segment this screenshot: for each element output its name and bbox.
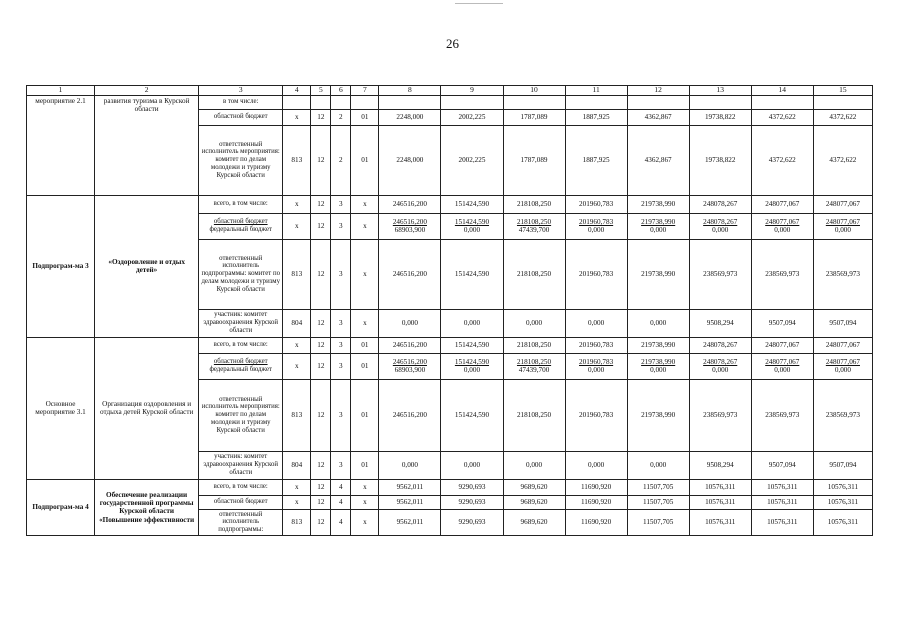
table-row bbox=[27, 195, 873, 213]
value-cell-bottom: 0,000 bbox=[834, 226, 851, 235]
value-cell bbox=[751, 213, 813, 239]
code-cell: 4 bbox=[331, 495, 351, 509]
source-cell-top: областной бюджет bbox=[213, 218, 268, 226]
value-cell: 1887,925 bbox=[565, 125, 627, 195]
source-cell: участник: комитет здравоохранения Курской области bbox=[199, 309, 283, 337]
value-cell: 1787,089 bbox=[503, 125, 565, 195]
code-cell: 01 bbox=[351, 337, 379, 353]
value-cell: 1887,925 bbox=[565, 109, 627, 125]
value-cell-top: 246516,200 bbox=[392, 357, 427, 366]
value-cell: 9507,094 bbox=[813, 451, 872, 479]
value-cell: 9508,294 bbox=[689, 451, 751, 479]
value-cell bbox=[503, 95, 565, 109]
value-cell-bottom: 0,000 bbox=[463, 366, 481, 375]
source-cell: всего, в том числе: bbox=[199, 337, 283, 353]
value-cell: 9290,693 bbox=[441, 509, 503, 535]
source-cell: ответственный исполнитель мероприятия: комитет по делам молодежи и туризму Курской области bbox=[199, 379, 283, 451]
code-cell: 804 bbox=[283, 309, 311, 337]
code-cell: 4 bbox=[331, 509, 351, 535]
value-cell: 4372,622 bbox=[751, 109, 813, 125]
code-cell: 01 bbox=[351, 125, 379, 195]
value-cell bbox=[627, 353, 689, 379]
value-cell: 9507,094 bbox=[751, 451, 813, 479]
code-cell: 12 bbox=[311, 451, 331, 479]
table-row bbox=[27, 95, 873, 109]
value-cell: 246516,200 bbox=[379, 379, 441, 451]
value-cell: 219738,990 bbox=[627, 379, 689, 451]
value-cell bbox=[379, 95, 441, 109]
code-cell: 12 bbox=[311, 509, 331, 535]
code-cell: 12 bbox=[311, 213, 331, 239]
value-cell: 11507,705 bbox=[627, 509, 689, 535]
value-cell: 0,000 bbox=[565, 309, 627, 337]
code-cell: х bbox=[283, 479, 311, 495]
value-cell: 4372,622 bbox=[751, 125, 813, 195]
value-cell: 9689,620 bbox=[503, 479, 565, 495]
value-cell bbox=[813, 95, 872, 109]
header-cell: 14 bbox=[751, 86, 813, 96]
value-cell-bottom: 0,000 bbox=[774, 366, 791, 375]
value-cell: 9507,094 bbox=[813, 309, 872, 337]
value-cell: 151424,590 bbox=[441, 239, 503, 309]
value-cell-top: 218108,250 bbox=[516, 357, 552, 366]
code-cell: х bbox=[351, 213, 379, 239]
code-cell: 12 bbox=[311, 495, 331, 509]
header-cell: 4 bbox=[283, 86, 311, 96]
value-cell: 10576,311 bbox=[689, 509, 751, 535]
code-cell: 3 bbox=[331, 309, 351, 337]
code-cell: 01 bbox=[351, 451, 379, 479]
value-cell: 11690,920 bbox=[565, 495, 627, 509]
code-cell: х bbox=[351, 195, 379, 213]
value-cell: 248077,067 bbox=[751, 195, 813, 213]
code-cell: 01 bbox=[351, 353, 379, 379]
value-cell bbox=[565, 353, 627, 379]
value-cell bbox=[441, 353, 503, 379]
value-cell: 219738,990 bbox=[627, 195, 689, 213]
value-cell: 10576,311 bbox=[751, 495, 813, 509]
program-cell: Подпрограм-ма 4 bbox=[27, 479, 95, 535]
value-cell: 0,000 bbox=[627, 309, 689, 337]
value-cell-bottom: 68903,900 bbox=[394, 366, 426, 375]
source-cell bbox=[199, 353, 283, 379]
title-cell: Обеспечение реализации государственной программы Курской области «Повышение эффективности bbox=[95, 479, 199, 535]
value-cell-bottom: 0,000 bbox=[463, 226, 481, 235]
source-cell-top: областной бюджет bbox=[213, 358, 268, 366]
code-cell: х bbox=[351, 495, 379, 509]
value-cell: 201960,783 bbox=[565, 337, 627, 353]
code-cell: х bbox=[351, 239, 379, 309]
value-cell-top: 248077,067 bbox=[825, 357, 860, 366]
value-cell-bottom: 0,000 bbox=[774, 226, 791, 235]
table-row bbox=[27, 479, 873, 495]
header-row bbox=[27, 86, 873, 96]
value-cell-bottom: 0,000 bbox=[588, 366, 605, 375]
header-cell: 10 bbox=[503, 86, 565, 96]
header-cell: 3 bbox=[199, 86, 283, 96]
value-cell bbox=[379, 213, 441, 239]
top-rule bbox=[455, 3, 503, 4]
value-cell bbox=[627, 213, 689, 239]
value-cell: 4362,867 bbox=[627, 125, 689, 195]
value-cell: 19738,822 bbox=[689, 109, 751, 125]
value-cell: 0,000 bbox=[627, 451, 689, 479]
code-cell: 813 bbox=[283, 239, 311, 309]
header-cell: 11 bbox=[565, 86, 627, 96]
source-cell: всего, в том числе: bbox=[199, 195, 283, 213]
code-cell: 813 bbox=[283, 509, 311, 535]
value-cell: 0,000 bbox=[503, 309, 565, 337]
program-cell: Основное мероприятие 3.1 bbox=[27, 337, 95, 479]
value-cell: 218108,250 bbox=[503, 337, 565, 353]
value-cell: 10576,311 bbox=[751, 509, 813, 535]
value-cell: 246516,200 bbox=[379, 337, 441, 353]
code-cell: 813 bbox=[283, 125, 311, 195]
value-cell-top: 219738,990 bbox=[641, 357, 676, 366]
header-cell: 15 bbox=[813, 86, 872, 96]
value-cell bbox=[503, 213, 565, 239]
code-cell bbox=[351, 95, 379, 109]
value-cell: 0,000 bbox=[379, 451, 441, 479]
value-cell: 9508,294 bbox=[689, 309, 751, 337]
value-cell: 248077,067 bbox=[813, 337, 872, 353]
code-cell: х bbox=[351, 309, 379, 337]
code-cell: х bbox=[283, 109, 311, 125]
value-cell: 4372,622 bbox=[813, 109, 872, 125]
value-cell: 2002,225 bbox=[441, 125, 503, 195]
source-cell: всего, в том числе: bbox=[199, 479, 283, 495]
value-cell: 4372,622 bbox=[813, 125, 872, 195]
value-cell-top: 248078,267 bbox=[703, 357, 738, 366]
value-cell bbox=[565, 95, 627, 109]
value-cell: 11507,705 bbox=[627, 479, 689, 495]
code-cell: 3 bbox=[331, 195, 351, 213]
value-cell-bottom: 47439,700 bbox=[518, 226, 550, 235]
value-cell: 246516,200 bbox=[379, 239, 441, 309]
value-cell-bottom: 0,000 bbox=[650, 226, 667, 235]
value-cell: 10576,311 bbox=[813, 495, 872, 509]
source-cell: ответственный исполнитель подпрограммы: bbox=[199, 509, 283, 535]
code-cell: 3 bbox=[331, 239, 351, 309]
source-cell: в том числе: bbox=[199, 95, 283, 109]
code-cell: 12 bbox=[311, 379, 331, 451]
value-cell bbox=[751, 95, 813, 109]
page-number: 26 bbox=[446, 36, 459, 51]
value-cell: 4362,867 bbox=[627, 109, 689, 125]
code-cell: 12 bbox=[311, 109, 331, 125]
source-cell: областной бюджет bbox=[199, 495, 283, 509]
header-cell: 1 bbox=[27, 86, 95, 96]
code-cell: х bbox=[351, 509, 379, 535]
title-cell: Организация оздоровления и отдыха детей Курской области bbox=[95, 337, 199, 479]
value-cell-top: 218108,250 bbox=[516, 217, 552, 226]
value-cell: 19738,822 bbox=[689, 125, 751, 195]
value-cell-top: 248078,267 bbox=[703, 217, 738, 226]
value-cell bbox=[689, 213, 751, 239]
value-cell: 151424,590 bbox=[441, 379, 503, 451]
value-cell: 248077,067 bbox=[751, 337, 813, 353]
value-cell bbox=[689, 353, 751, 379]
value-cell: 10576,311 bbox=[751, 479, 813, 495]
code-cell: х bbox=[283, 353, 311, 379]
code-cell: х bbox=[283, 213, 311, 239]
value-cell: 0,000 bbox=[379, 309, 441, 337]
code-cell bbox=[311, 95, 331, 109]
value-cell: 238569,973 bbox=[813, 379, 872, 451]
value-cell: 248078,267 bbox=[689, 337, 751, 353]
title-cell: развития туризма в Курской области bbox=[95, 95, 199, 195]
program-cell: мероприятие 2.1 bbox=[27, 95, 95, 195]
value-cell: 151424,590 bbox=[441, 195, 503, 213]
value-cell bbox=[689, 95, 751, 109]
value-cell-top: 151424,590 bbox=[454, 217, 490, 226]
header-cell: 6 bbox=[331, 86, 351, 96]
value-cell: 219738,990 bbox=[627, 337, 689, 353]
value-cell bbox=[503, 353, 565, 379]
value-cell: 9562,011 bbox=[379, 509, 441, 535]
code-cell: 3 bbox=[331, 353, 351, 379]
value-cell-top: 248077,067 bbox=[765, 357, 800, 366]
value-cell-top: 248077,067 bbox=[825, 217, 860, 226]
value-cell: 218108,250 bbox=[503, 239, 565, 309]
value-cell: 9689,620 bbox=[503, 495, 565, 509]
value-cell-top: 219738,990 bbox=[641, 217, 676, 226]
code-cell: х bbox=[283, 195, 311, 213]
code-cell: 12 bbox=[311, 479, 331, 495]
value-cell-top: 201960,783 bbox=[579, 357, 614, 366]
value-cell: 218108,250 bbox=[503, 379, 565, 451]
value-cell: 248077,067 bbox=[813, 195, 872, 213]
header-cell: 9 bbox=[441, 86, 503, 96]
value-cell bbox=[751, 353, 813, 379]
value-cell: 238569,973 bbox=[813, 239, 872, 309]
code-cell: 12 bbox=[311, 309, 331, 337]
source-cell: ответственный исполнитель подпрограммы: комитет по делам молодежи и туризму Курской области bbox=[199, 239, 283, 309]
code-cell bbox=[331, 95, 351, 109]
code-cell: 804 bbox=[283, 451, 311, 479]
value-cell: 10576,311 bbox=[689, 495, 751, 509]
value-cell: 10576,311 bbox=[689, 479, 751, 495]
code-cell: 3 bbox=[331, 379, 351, 451]
code-cell: 3 bbox=[331, 451, 351, 479]
value-cell: 219738,990 bbox=[627, 239, 689, 309]
value-cell-top: 246516,200 bbox=[392, 217, 427, 226]
value-cell-bottom: 0,000 bbox=[588, 226, 605, 235]
value-cell-top: 201960,783 bbox=[579, 217, 614, 226]
code-cell: 12 bbox=[311, 195, 331, 213]
value-cell bbox=[813, 353, 872, 379]
value-cell-bottom: 0,000 bbox=[834, 366, 851, 375]
value-cell-top: 151424,590 bbox=[454, 357, 490, 366]
value-cell: 9562,011 bbox=[379, 495, 441, 509]
source-cell: ответственный исполнитель мероприятия: комитет по делам молодежи и туризму Курской области bbox=[199, 125, 283, 195]
value-cell: 2002,225 bbox=[441, 109, 503, 125]
value-cell: 11690,920 bbox=[565, 509, 627, 535]
source-cell-bottom: федеральный бюджет bbox=[209, 226, 273, 234]
code-cell: 2 bbox=[331, 125, 351, 195]
code-cell: х bbox=[351, 479, 379, 495]
value-cell: 238569,973 bbox=[689, 379, 751, 451]
header-cell: 5 bbox=[311, 86, 331, 96]
value-cell-bottom: 68903,900 bbox=[394, 226, 426, 235]
value-cell bbox=[441, 95, 503, 109]
value-cell bbox=[627, 95, 689, 109]
code-cell: 12 bbox=[311, 125, 331, 195]
value-cell: 2248,000 bbox=[379, 109, 441, 125]
code-cell: 2 bbox=[331, 109, 351, 125]
value-cell: 11507,705 bbox=[627, 495, 689, 509]
value-cell-bottom: 0,000 bbox=[712, 366, 729, 375]
value-cell: 201960,783 bbox=[565, 195, 627, 213]
value-cell: 10576,311 bbox=[813, 479, 872, 495]
code-cell: 12 bbox=[311, 353, 331, 379]
program-cell: Подпрограм-ма 3 bbox=[27, 195, 95, 337]
code-cell: х bbox=[283, 337, 311, 353]
value-cell: 151424,590 bbox=[441, 337, 503, 353]
code-cell: 4 bbox=[331, 479, 351, 495]
code-cell: 12 bbox=[311, 239, 331, 309]
source-cell bbox=[199, 213, 283, 239]
value-cell bbox=[441, 213, 503, 239]
header-cell: 13 bbox=[689, 86, 751, 96]
value-cell: 201960,783 bbox=[565, 379, 627, 451]
header-cell: 7 bbox=[351, 86, 379, 96]
value-cell: 10576,311 bbox=[813, 509, 872, 535]
value-cell: 248078,267 bbox=[689, 195, 751, 213]
code-cell: 813 bbox=[283, 379, 311, 451]
title-cell: «Оздоровление и отдых детей» bbox=[95, 195, 199, 337]
source-cell-bottom: федеральный бюджет bbox=[209, 366, 273, 374]
value-cell: 9507,094 bbox=[751, 309, 813, 337]
value-cell: 246516,200 bbox=[379, 195, 441, 213]
table-row bbox=[27, 337, 873, 353]
code-cell: 3 bbox=[331, 213, 351, 239]
header-cell: 8 bbox=[379, 86, 441, 96]
value-cell: 238569,973 bbox=[689, 239, 751, 309]
value-cell: 9562,011 bbox=[379, 479, 441, 495]
value-cell: 9290,693 bbox=[441, 479, 503, 495]
code-cell: 12 bbox=[311, 337, 331, 353]
code-cell: 01 bbox=[351, 109, 379, 125]
value-cell bbox=[379, 353, 441, 379]
source-cell: областной бюджет bbox=[199, 109, 283, 125]
value-cell: 0,000 bbox=[565, 451, 627, 479]
header-cell: 2 bbox=[95, 86, 199, 96]
value-cell-bottom: 47439,700 bbox=[518, 366, 550, 375]
value-cell-bottom: 0,000 bbox=[712, 226, 729, 235]
value-cell bbox=[565, 213, 627, 239]
value-cell: 9689,620 bbox=[503, 509, 565, 535]
value-cell: 2248,000 bbox=[379, 125, 441, 195]
value-cell: 0,000 bbox=[441, 451, 503, 479]
code-cell: 3 bbox=[331, 337, 351, 353]
code-cell: х bbox=[283, 495, 311, 509]
value-cell: 11690,920 bbox=[565, 479, 627, 495]
budget-table bbox=[26, 85, 873, 536]
source-cell: участник: комитет здравоохранения Курской области bbox=[199, 451, 283, 479]
value-cell: 9290,693 bbox=[441, 495, 503, 509]
value-cell: 1787,089 bbox=[503, 109, 565, 125]
value-cell: 0,000 bbox=[503, 451, 565, 479]
value-cell-bottom: 0,000 bbox=[650, 366, 667, 375]
value-cell: 238569,973 bbox=[751, 379, 813, 451]
header-cell: 12 bbox=[627, 86, 689, 96]
value-cell-top: 248077,067 bbox=[765, 217, 800, 226]
value-cell: 0,000 bbox=[441, 309, 503, 337]
code-cell: 01 bbox=[351, 379, 379, 451]
value-cell: 218108,250 bbox=[503, 195, 565, 213]
value-cell: 201960,783 bbox=[565, 239, 627, 309]
value-cell bbox=[813, 213, 872, 239]
code-cell bbox=[283, 95, 311, 109]
value-cell: 238569,973 bbox=[751, 239, 813, 309]
